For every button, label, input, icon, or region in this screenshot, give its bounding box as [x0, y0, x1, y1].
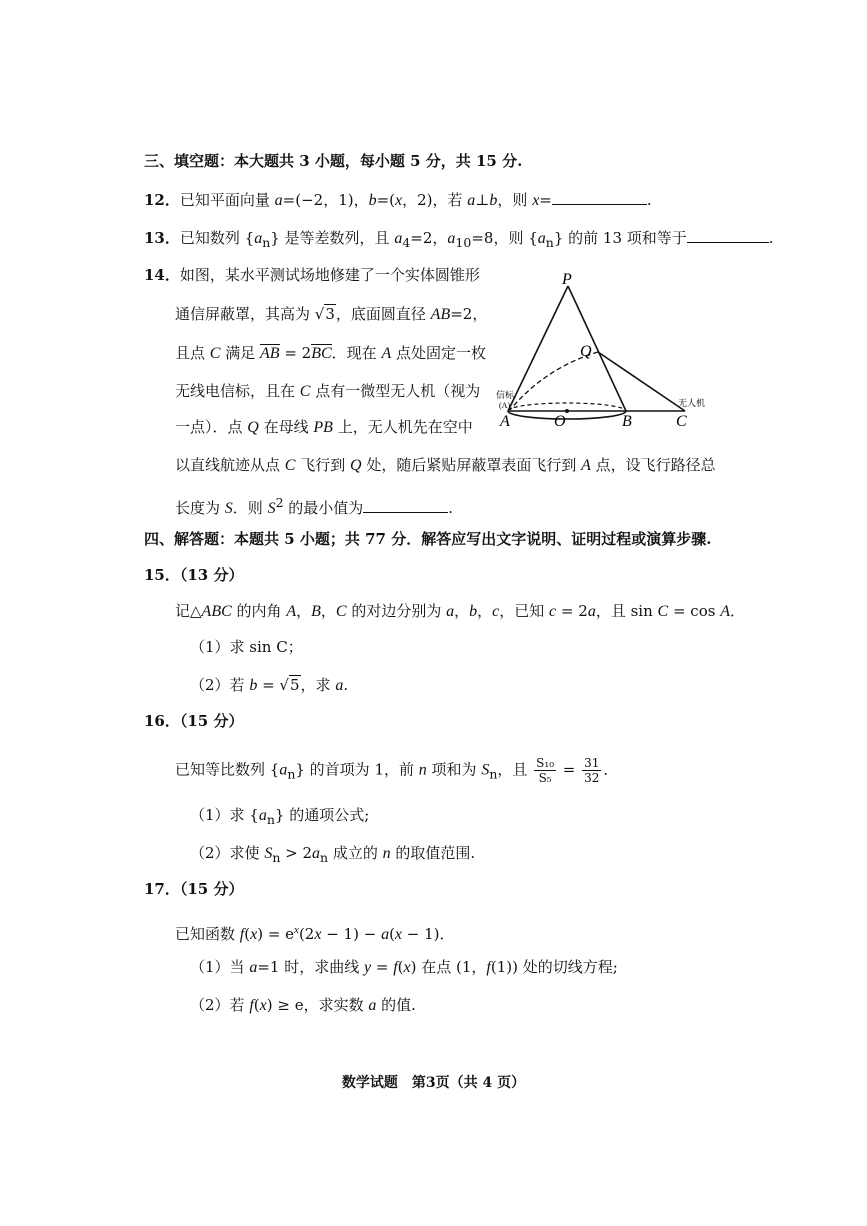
page-footer: 数学试题 第3页（共 4 页）: [341, 1075, 526, 1091]
question-14-line-7: 长度为 S．则 $S^2$ 的最小值为 .: [175, 495, 454, 517]
question-14-line-5: 一点）．点 Q 在母线 PB 上，无人机先在空中: [175, 418, 473, 436]
answer-blank[interactable]: [363, 496, 448, 513]
label-drone: 无人机: [678, 398, 706, 408]
segment-qc: [598, 352, 685, 411]
question-14-line-4: 无线电信标，且在 C 点有一微型无人机（视为: [175, 382, 481, 400]
label-p: P: [562, 271, 572, 288]
label-b: B: [622, 413, 632, 430]
answer-blank[interactable]: [552, 188, 647, 205]
question-14-line-6: 以直线航迹从点 C 飞行到 Q 处，随后紧贴屏蔽罩表面飞行到 A 点，设飞行路径总: [175, 456, 716, 474]
question-16-part-1: （1）求 $\{a_n\}$ 的通项公式;: [190, 806, 370, 827]
label-q: Q: [580, 343, 592, 360]
fraction-31-32: $\frac{31}{32}$: [584, 756, 600, 785]
label-a: A: [500, 413, 510, 430]
cone-figure: [490, 268, 720, 438]
question-13: 13．已知数列 $\{a_n\}$ 是等差数列，且 $a_4=2$，$a_{10}=8$，则 $\{a_n\}$ 的前 13 项和等于 .: [144, 226, 774, 254]
question-15-stem: 记△ABC 的内角 A，B，C 的对边分别为 a，b，c，已知 c = 2a，且 sin C = cos A．: [175, 602, 745, 620]
question-14-line-2: 通信屏蔽罩，其高为 √3，底面圆直径 AB=2，: [175, 305, 488, 323]
label-beacon-a: (A): [499, 401, 511, 410]
question-14-line-1: 14．如图，某水平测试场地修建了一个实体圆锥形: [144, 266, 480, 284]
section-4-header: 四、解答题：本题共 5 小题；共 77 分．解答应写出文字说明、证明过程或演算步骤.: [144, 530, 712, 548]
label-o: O: [554, 413, 566, 430]
question-number: 12．: [144, 191, 180, 209]
label-beacon: 信标: [496, 390, 515, 400]
question-17-part-2: （2）若 f(x) ≥ e，求实数 a 的值.: [190, 996, 416, 1014]
question-17-stem: 已知函数 $f(x) = e^x(2x - 1) - a(x - 1)$．: [175, 924, 455, 943]
question-14-line-3: 且点 C 满足 AB = 2BC．现在 A 点处固定一枚: [175, 344, 486, 362]
question-15-part-1: （1）求 sin C；: [190, 638, 303, 656]
question-16-stem: 已知等比数列 $\{a_n\}$ 的首项为 1，前 n 项和为 $S_n$，且 $\frac{\text{S₁₀}}{\text{S₅}}$ = $\frac{31}{32}$ ．: [175, 756, 619, 785]
question-16-part-2: （2）求使 $S_n > 2a_n$ 成立的 n 的取值范围.: [190, 844, 476, 865]
question-17-title: 17．（15 分）: [144, 880, 244, 898]
cone-generatrix-pb: [568, 286, 626, 411]
answer-blank[interactable]: [687, 226, 769, 243]
fraction-s10-s5: $\frac{\text{S₁₀}}{\text{S₅}}$: [536, 756, 555, 785]
question-number: 14．: [144, 266, 180, 284]
question-17-part-1: （1）当 a=1 时，求曲线 y = f(x) 在点 (1，f(1)) 处的切线方程;: [190, 958, 618, 976]
section-3-header: 三、填空题：本大题共 3 小题，每小题 5 分，共 15 分.: [144, 152, 523, 170]
label-c: C: [676, 413, 687, 430]
cone-generatrix-pa: [508, 286, 568, 411]
question-15-title: 15．（13 分）: [144, 566, 244, 584]
center-point-o: [565, 409, 569, 413]
question-16-title: 16．（15 分）: [144, 712, 244, 730]
question-12: 12．已知平面向量 a=(−2，1)，b=(x，2)，若 a⊥b，则 x= .: [144, 188, 652, 212]
question-number: 13．: [144, 229, 180, 247]
question-15-part-2: （2）若 b = √5，求 a.: [190, 676, 349, 694]
